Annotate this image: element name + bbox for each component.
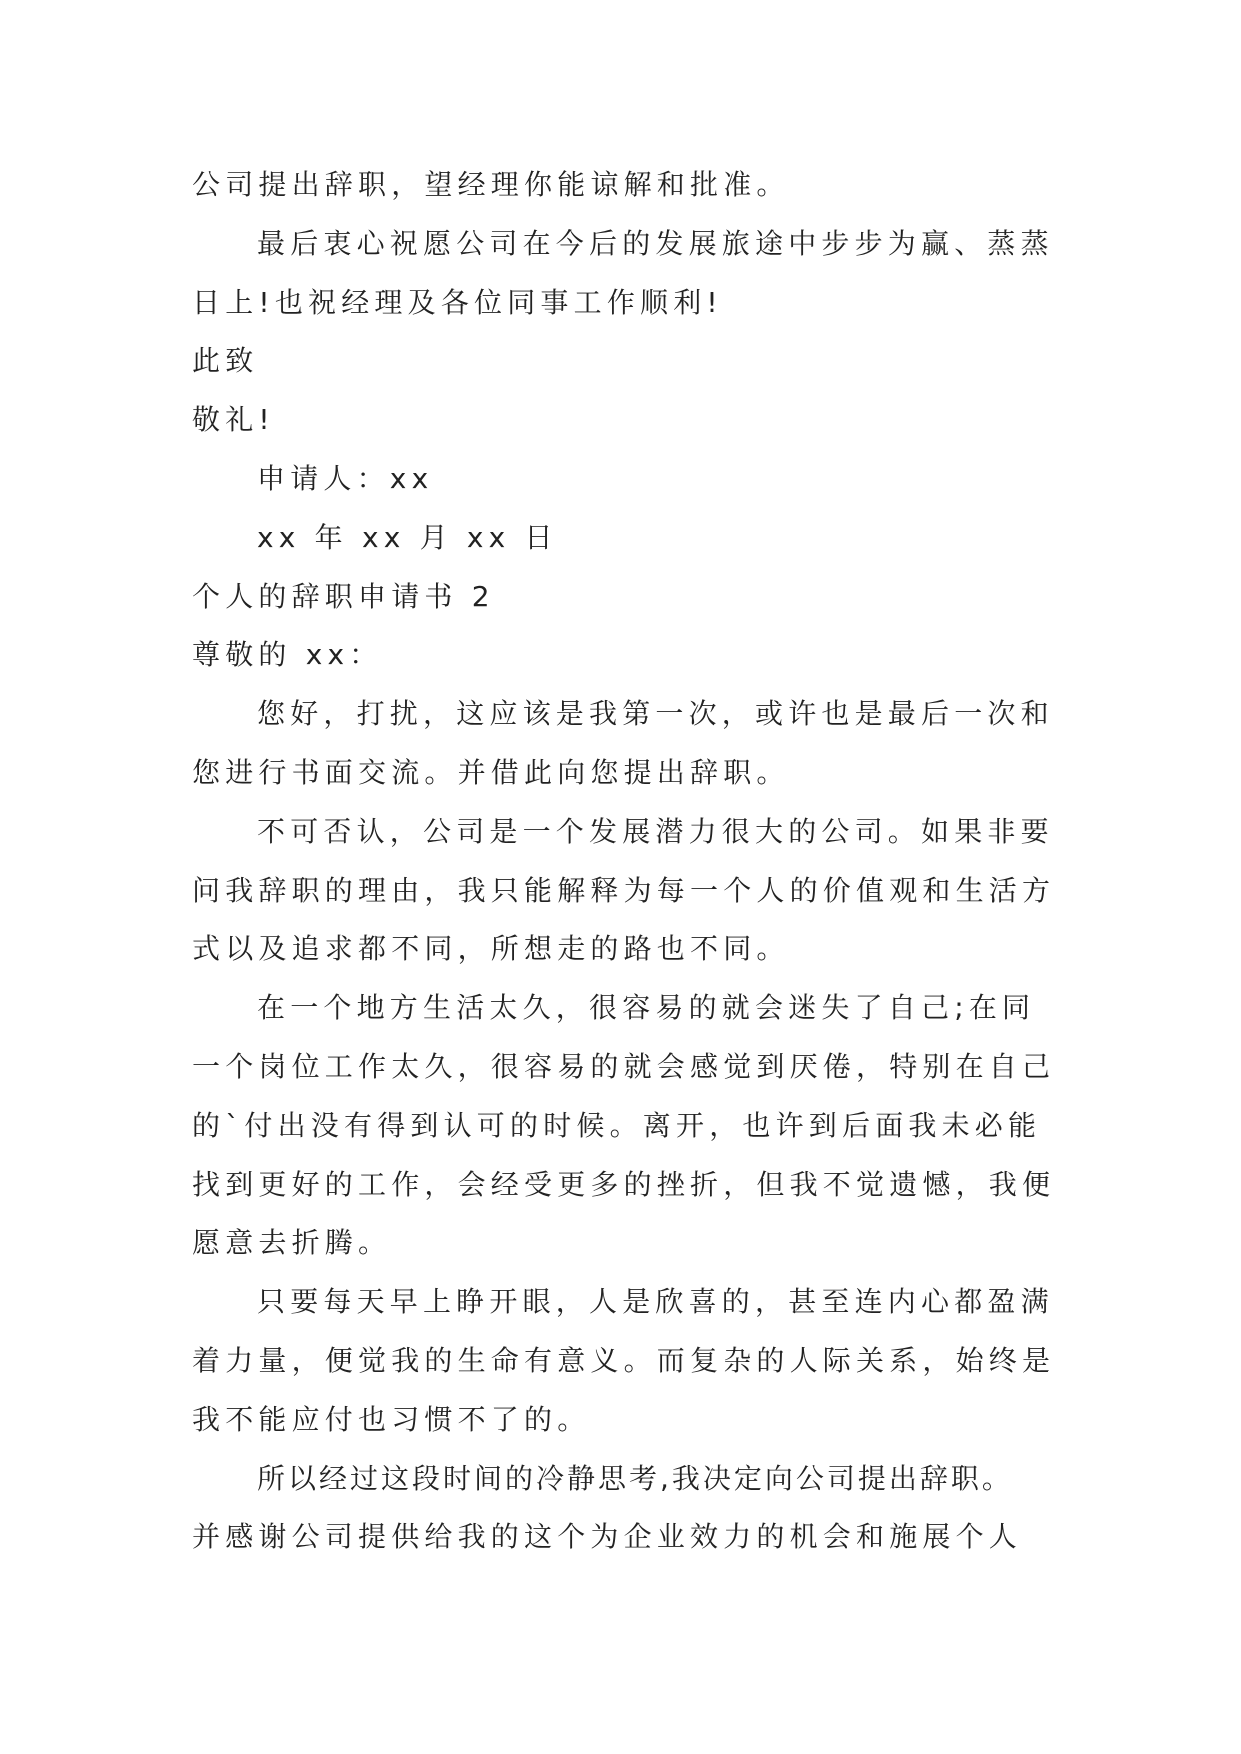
text-line: 日上!也祝经理及各位同事工作顺利! — [192, 285, 723, 319]
document-body — [192, 156, 1055, 1567]
text-line: 式以及追求都不同，所想走的路也不同。 — [192, 932, 790, 966]
signature-date: xx 年 xx 月 xx 日 — [257, 520, 558, 554]
applicant-signature: 申请人：xx — [257, 461, 434, 495]
text-line: 我不能应付也习惯不了的。 — [192, 1402, 591, 1436]
text-line: 您好，打扰，这应该是我第一次，或许也是最后一次和 — [257, 697, 1054, 731]
text-line: 问我辞职的理由，我只能解释为每一个人的价值观和生活方 — [192, 873, 1056, 907]
closing-salutation: 此致 — [192, 344, 259, 378]
text-line: 并感谢公司提供给我的这个为企业效力的机会和施展个人 — [192, 1520, 1023, 1554]
section-title: 个人的辞职申请书 2 — [192, 579, 495, 613]
text-line: 找到更好的工作，会经受更多的挫折，但我不觉遗憾，我便 — [192, 1167, 1056, 1201]
text-line: 不可否认，公司是一个发展潜力很大的公司。如果非要 — [257, 814, 1054, 848]
text-line: 的`付出没有得到认可的时候。离开，也许到后面我未必能 — [192, 1108, 1042, 1142]
text-line: 您进行书面交流。并借此向您提出辞职。 — [192, 755, 790, 789]
text-line: 公司提出辞职，望经理你能谅解和批准。 — [192, 168, 790, 201]
text-line: 愿意去折腾。 — [192, 1226, 392, 1260]
text-line: 最后衷心祝愿公司在今后的发展旅途中步步为赢、蒸蒸 — [257, 226, 1054, 260]
text-line: 只要每天早上睁开眼，人是欣喜的，甚至连内心都盈满 — [257, 1285, 1054, 1319]
text-line: 一个岗位工作太久，很容易的就会感觉到厌倦，特别在自己 — [192, 1049, 1056, 1083]
text-line: 着力量，便觉我的生命有意义。而复杂的人际关系，始终是 — [192, 1343, 1056, 1377]
text-line: 所以经过这段时间的冷静思考,我决定向公司提出辞职。 — [257, 1461, 1013, 1495]
closing-regards: 敬礼! — [192, 403, 275, 437]
text-line: 在一个地方生活太久，很容易的就会迷失了自己;在同 — [257, 991, 1036, 1025]
greeting: 尊敬的 xx： — [192, 638, 383, 672]
